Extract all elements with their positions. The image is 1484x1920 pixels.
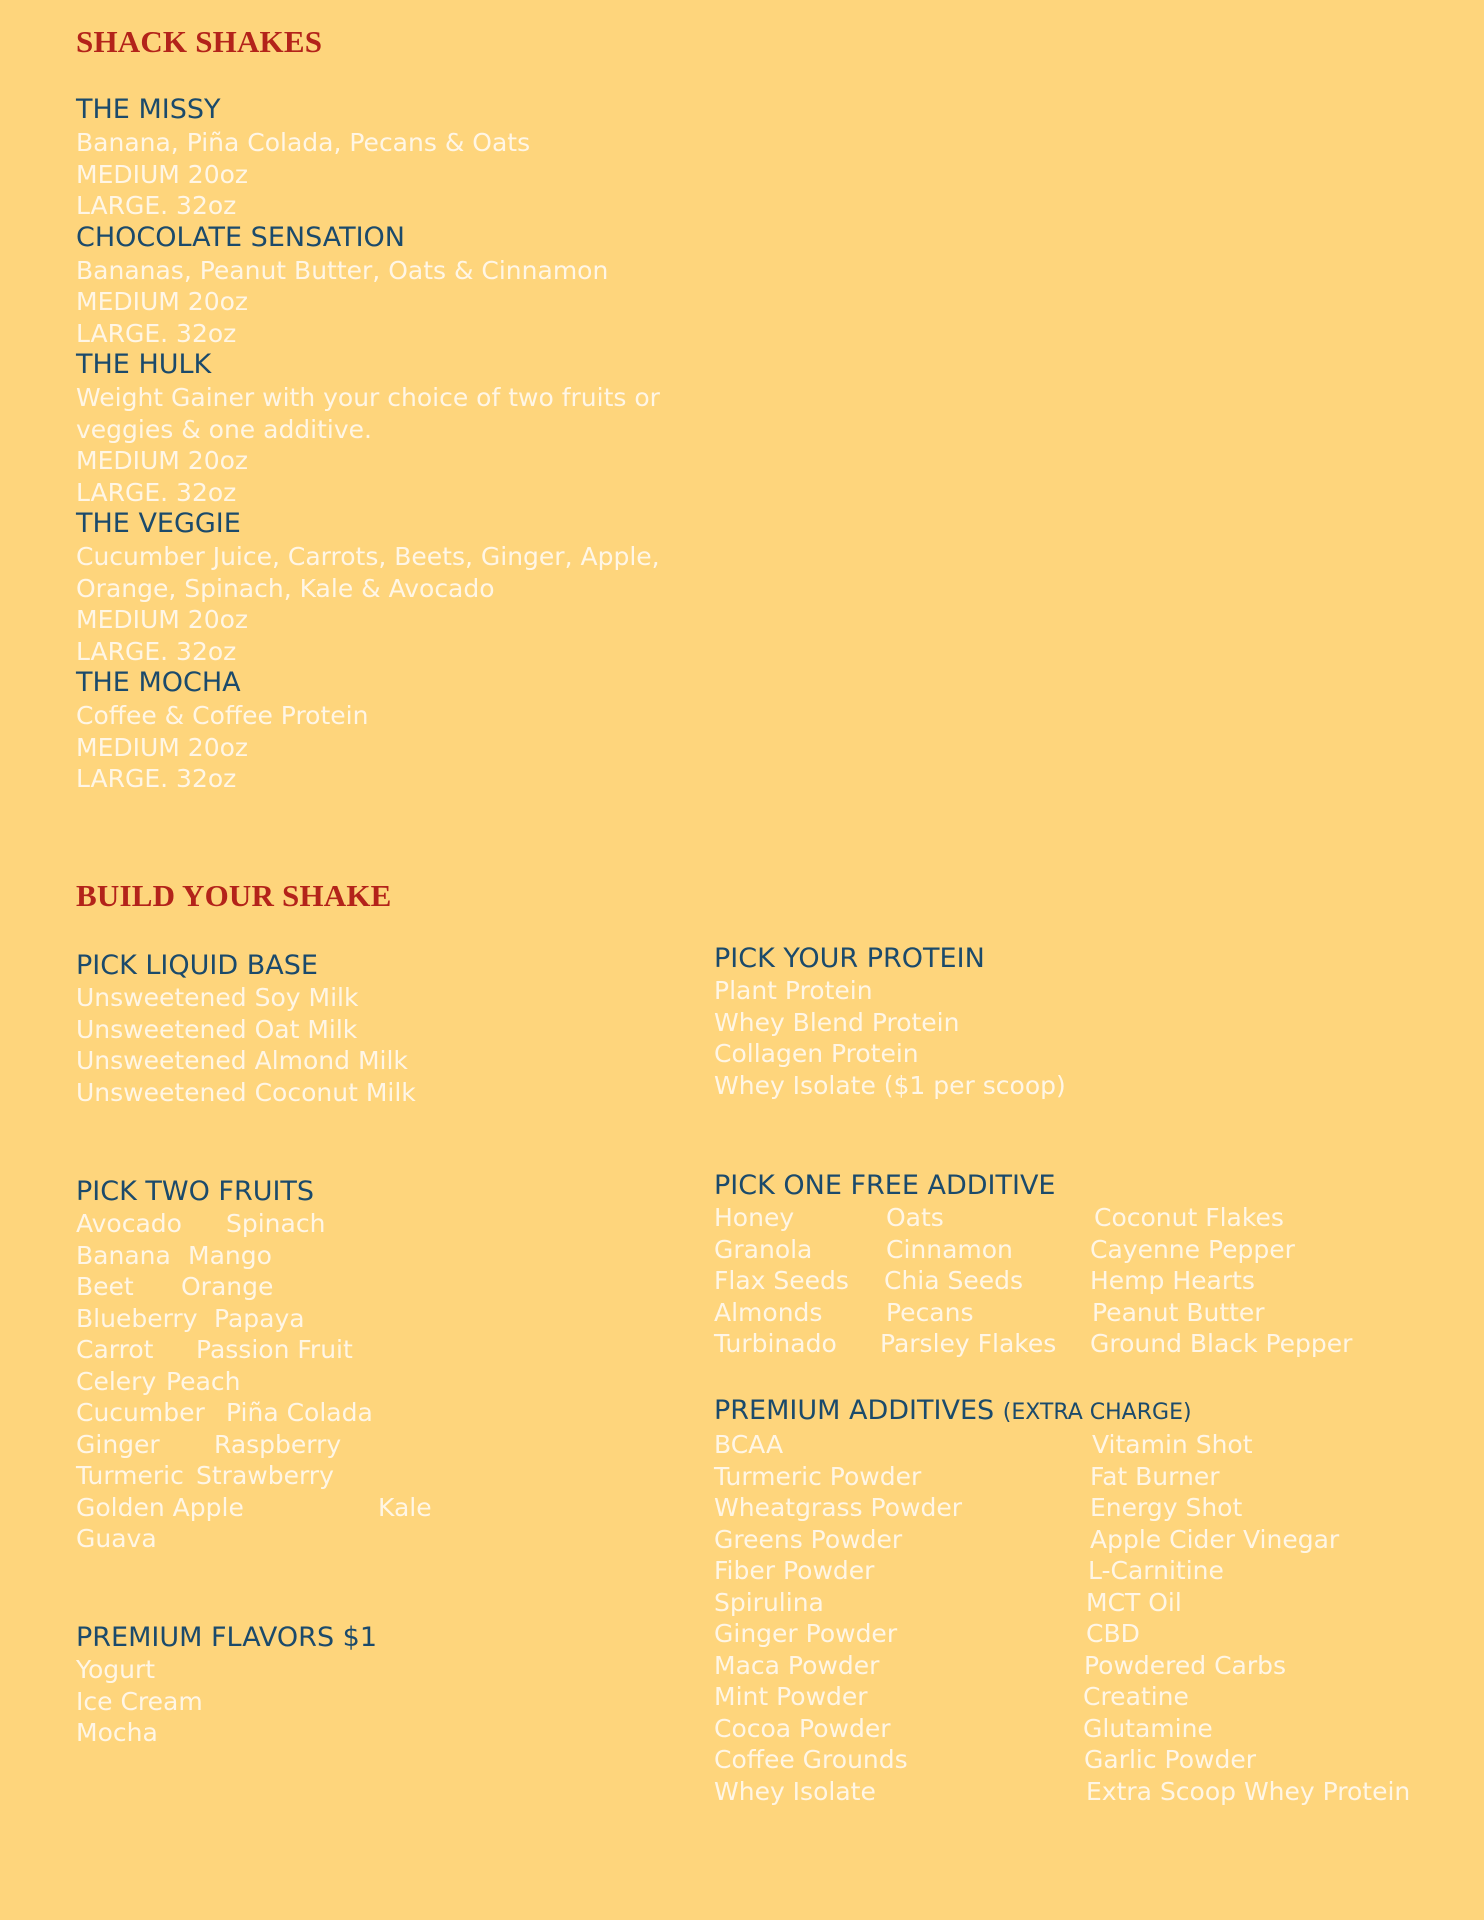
liquid-base-item: Unsweetened Oat Milk xyxy=(76,1014,358,1044)
premium-additive-item: Cocoa Powder xyxy=(714,1713,891,1743)
shake-detail: veggies & one additive. xyxy=(76,414,372,444)
free-additive-item: Cayenne Pepper xyxy=(1090,1234,1295,1264)
shake-name: THE MISSY xyxy=(76,94,221,125)
shake-name: THE HULK xyxy=(76,349,212,380)
build-your-shake-title: BUILD YOUR SHAKE xyxy=(76,878,392,913)
premium-additive-item: Coffee Grounds xyxy=(714,1745,908,1774)
free-additive-item: Flax Seeds xyxy=(714,1266,849,1295)
premium-additive-item-row xyxy=(714,1587,1434,1619)
premium-additives-heading-text: PREMIUM ADDITIVES xyxy=(714,1395,995,1426)
premium-additive-item: Wheatgrass Powder xyxy=(714,1493,962,1522)
shake-detail: MEDIUM 20oz xyxy=(76,732,249,762)
fruit-item: Raspberry xyxy=(214,1429,342,1459)
premium-flavor-item: Ice Cream xyxy=(76,1686,203,1716)
premium-additive-item: Extra Scoop Whey Protein xyxy=(1086,1776,1411,1806)
fruits-list xyxy=(76,1208,496,1555)
fruit-item-row xyxy=(76,1334,496,1366)
premium-additive-item-row xyxy=(714,1555,1434,1587)
premium-additives-list xyxy=(714,1429,1434,1807)
free-additive-item-row xyxy=(714,1202,1414,1234)
fruit-item-row xyxy=(76,1492,496,1524)
free-additive-item-row xyxy=(714,1328,1414,1360)
fruit-item-row xyxy=(76,1397,496,1429)
fruit-item: Blueberry xyxy=(76,1303,198,1333)
premium-additive-item: Energy Shot xyxy=(1090,1493,1243,1522)
premium-additive-item-row xyxy=(714,1713,1434,1745)
premium-additive-item: BCAA xyxy=(714,1430,784,1459)
premium-additive-item: Ginger Powder xyxy=(714,1619,898,1648)
premium-flavors-list xyxy=(76,1654,377,1749)
premium-additive-item: Glutamine xyxy=(1083,1713,1213,1743)
fruit-item: Beet xyxy=(76,1272,134,1301)
protein-section xyxy=(714,943,1066,1101)
shake-detail: Weight Gainer with your choice of two fruits or xyxy=(76,383,660,412)
shack-shakes-list xyxy=(76,94,660,795)
fruit-item-row xyxy=(76,1208,496,1240)
liquid-base-list xyxy=(76,982,416,1108)
shake-detail: MEDIUM 20oz xyxy=(76,446,249,475)
fruit-item: Avocado xyxy=(76,1209,182,1238)
premium-additive-item: Garlic Powder xyxy=(1084,1745,1257,1774)
fruit-item-row xyxy=(76,1366,496,1398)
liquid-base-item: Unsweetened Almond Milk xyxy=(76,1046,408,1075)
fruit-item: Celery xyxy=(76,1366,157,1396)
fruit-item: Papaya xyxy=(214,1303,305,1333)
fruit-item: Passion Fruit xyxy=(196,1335,353,1364)
free-additive-item: Oats xyxy=(886,1203,944,1232)
free-additive-item: Honey xyxy=(714,1203,795,1232)
fruit-item-row xyxy=(76,1523,496,1555)
premium-flavor-item: Yogurt xyxy=(76,1655,156,1684)
fruit-item: Cucumber xyxy=(76,1398,205,1427)
free-additive-section xyxy=(714,1170,1414,1360)
premium-additive-item: Spirulina xyxy=(714,1587,824,1617)
fruit-item: Peach xyxy=(166,1366,241,1396)
protein-item: Collagen Protein xyxy=(714,1039,919,1068)
shake-detail: LARGE. 32oz xyxy=(76,318,237,348)
free-additive-item: Pecans xyxy=(886,1297,974,1327)
fruit-item: Piña Colada xyxy=(226,1398,373,1427)
liquid-base-item: Unsweetened Soy Milk xyxy=(76,983,359,1012)
shake-detail: LARGE. 32oz xyxy=(76,636,237,666)
fruits-section xyxy=(76,1176,496,1555)
premium-additive-item: Creatine xyxy=(1083,1682,1189,1711)
premium-additive-item: Whey Isolate xyxy=(714,1776,876,1806)
free-additive-item: Granola xyxy=(714,1234,813,1264)
fruit-item-row xyxy=(76,1271,496,1303)
protein-item: Whey Isolate ($1 per scoop) xyxy=(714,1070,1066,1100)
fruit-item: Spinach xyxy=(226,1209,326,1238)
premium-additive-item-row xyxy=(714,1618,1434,1650)
fruit-item: Ginger xyxy=(76,1429,160,1459)
fruit-item: Turmeric xyxy=(76,1461,184,1490)
premium-additive-item: Mint Powder xyxy=(714,1682,868,1711)
free-additive-item: Turbinado xyxy=(714,1329,837,1358)
premium-additive-item: Apple Cider Vinegar xyxy=(1090,1524,1340,1554)
shake-detail: MEDIUM 20oz xyxy=(76,605,249,634)
premium-additive-item-row xyxy=(714,1492,1434,1524)
free-additive-list xyxy=(714,1202,1414,1360)
shack-shakes-title: SHACK SHAKES xyxy=(76,24,323,59)
protein-heading: PICK YOUR PROTEIN xyxy=(714,943,985,974)
fruit-item: Kale xyxy=(378,1492,432,1522)
free-additive-item: Cinnamon xyxy=(886,1234,1013,1264)
premium-additive-item-row xyxy=(714,1650,1434,1682)
premium-flavors-section xyxy=(76,1622,377,1749)
shake-detail: LARGE. 32oz xyxy=(76,191,237,220)
premium-additive-item: Powdered Carbs xyxy=(1084,1650,1287,1680)
shake-detail: Bananas, Peanut Butter, Oats & Cinnamon xyxy=(76,255,609,285)
liquid-base-section xyxy=(76,950,416,1108)
shake-detail: Banana, Piña Colada, Pecans & Oats xyxy=(76,128,531,157)
premium-flavor-item: Mocha xyxy=(76,1718,158,1747)
premium-additive-item: Greens Powder xyxy=(714,1524,903,1554)
free-additive-item-row xyxy=(714,1265,1414,1297)
premium-additive-item: CBD xyxy=(1086,1619,1140,1648)
protein-list xyxy=(714,975,1066,1101)
premium-additive-item-row xyxy=(714,1524,1434,1556)
fruit-item: Strawberry xyxy=(196,1461,334,1490)
fruit-item: Golden Apple xyxy=(76,1492,244,1522)
fruit-item: Mango xyxy=(188,1240,272,1270)
fruit-item: Carrot xyxy=(76,1335,154,1364)
free-additive-item-row xyxy=(714,1297,1414,1329)
fruit-item-row xyxy=(76,1240,496,1272)
premium-additive-item: Maca Powder xyxy=(714,1650,880,1680)
shake-name: THE MOCHA xyxy=(76,667,241,698)
premium-additives-heading xyxy=(714,1395,1434,1429)
premium-additive-item: Vitamin Shot xyxy=(1092,1430,1253,1459)
liquid-base-heading: PICK LIQUID BASE xyxy=(76,950,318,981)
premium-additive-item: L-Carnitine xyxy=(1088,1556,1224,1585)
premium-additive-item: Fat Burner xyxy=(1090,1461,1220,1491)
premium-additive-item: MCT Oil xyxy=(1086,1587,1182,1617)
free-additive-item: Coconut Flakes xyxy=(1094,1203,1284,1232)
shake-name: CHOCOLATE SENSATION xyxy=(76,221,405,253)
protein-item: Whey Blend Protein xyxy=(714,1007,960,1037)
premium-additive-item: Turmeric Powder xyxy=(714,1461,922,1491)
free-additive-heading: PICK ONE FREE ADDITIVE xyxy=(714,1170,1056,1201)
fruit-item: Guava xyxy=(76,1524,157,1553)
premium-additive-item-row xyxy=(714,1744,1434,1776)
fruits-heading: PICK TWO FRUITS xyxy=(76,1176,315,1207)
premium-additive-item: Fiber Powder xyxy=(714,1556,875,1585)
fruit-item: Orange xyxy=(181,1272,274,1301)
shake-detail: Orange, Spinach, Kale & Avocado xyxy=(76,573,495,603)
free-additive-item: Ground Black Pepper xyxy=(1090,1329,1353,1358)
shake-detail: Coffee & Coffee Protein xyxy=(76,701,369,730)
free-additive-item-row xyxy=(714,1234,1414,1266)
shake-detail: Cucumber Juice, Carrots, Beets, Ginger, Apple, xyxy=(76,542,660,571)
fruit-item-row xyxy=(76,1429,496,1461)
premium-additives-note: (EXTRA CHARGE) xyxy=(1002,1400,1192,1425)
shake-detail: LARGE. 32oz xyxy=(76,764,237,793)
premium-flavors-heading: PREMIUM FLAVORS $1 xyxy=(76,1622,378,1653)
free-additive-item: Chia Seeds xyxy=(884,1266,1024,1295)
free-additive-item: Peanut Butter xyxy=(1092,1297,1265,1327)
fruit-item-row xyxy=(76,1303,496,1335)
premium-additive-item-row xyxy=(714,1776,1434,1808)
free-additive-item: Almonds xyxy=(714,1297,823,1327)
premium-additive-item-row xyxy=(714,1461,1434,1493)
premium-additive-item-row xyxy=(714,1429,1434,1461)
shake-detail: MEDIUM 20oz xyxy=(76,287,249,316)
shake-detail: MEDIUM 20oz xyxy=(76,159,249,189)
free-additive-item: Parsley Flakes xyxy=(880,1329,1057,1358)
protein-item: Plant Protein xyxy=(714,976,873,1005)
fruit-item: Banana xyxy=(76,1240,171,1270)
fruit-item-row xyxy=(76,1460,496,1492)
liquid-base-item: Unsweetened Coconut Milk xyxy=(76,1077,416,1107)
free-additive-item: Hemp Hearts xyxy=(1090,1266,1255,1295)
shake-detail: LARGE. 32oz xyxy=(76,477,237,507)
shake-name: THE VEGGIE xyxy=(76,508,241,539)
premium-additive-item-row xyxy=(714,1681,1434,1713)
premium-additives-section xyxy=(714,1395,1434,1807)
